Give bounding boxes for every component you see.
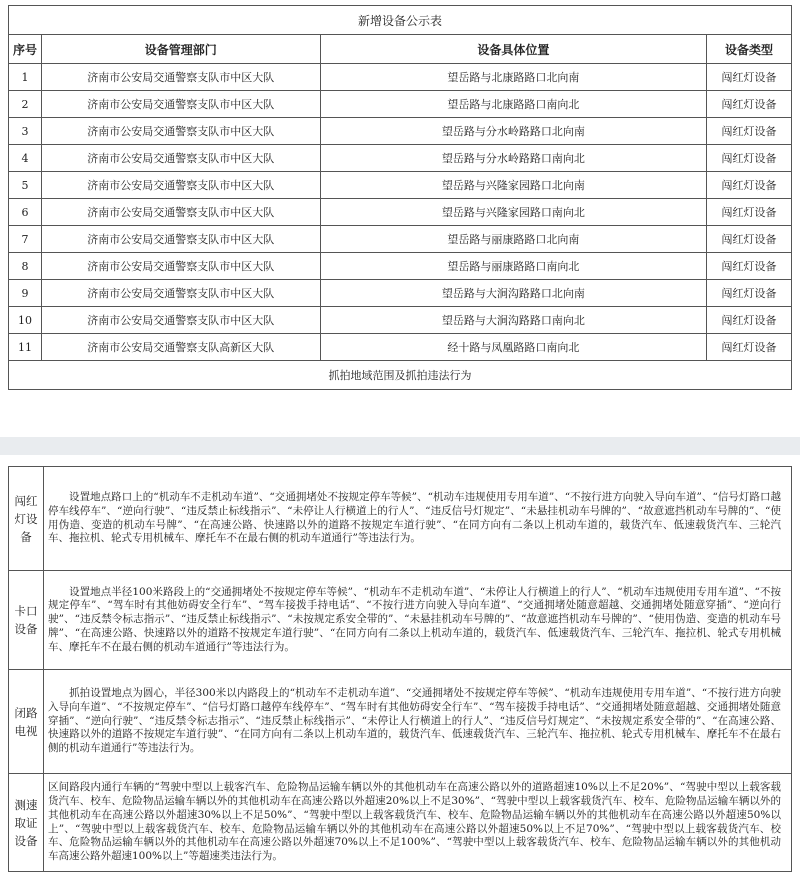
cell-location: 望岳路与大涧沟路路口南向北 xyxy=(320,307,706,334)
list-item xyxy=(9,670,792,774)
cell-dept: 济南市公安局交通警察支队市中区大队 xyxy=(41,280,320,307)
cell-location: 望岳路与大涧沟路路口北向南 xyxy=(320,280,706,307)
cell-type: 闯红灯设备 xyxy=(707,253,792,280)
table-footer: 抓拍地域范围及抓拍违法行为 xyxy=(9,361,792,390)
cell-type: 闯红灯设备 xyxy=(707,64,792,91)
cell-location: 望岳路与兴隆家园路口南向北 xyxy=(320,199,706,226)
table-row xyxy=(9,226,792,253)
table-row xyxy=(9,334,792,361)
cell-type: 闯红灯设备 xyxy=(707,226,792,253)
cell-type: 闯红灯设备 xyxy=(707,334,792,361)
cell-no: 4 xyxy=(9,145,42,172)
violation-table xyxy=(8,466,792,872)
section-separator xyxy=(0,437,800,455)
violation-description: 抓拍设置地点为圆心，半径300米以内路段上的“机动车不走机动车道”、“交通拥堵处不按规定停车等候”、“机动车违规使用专用车道”、“不按行进方向驶入导向车道”、“不按规定停车”、“信号灯路口越停车线停车”、“驾车时有其他妨碍安全行车”、“驾车接拨手持电话”、“交通拥堵处随意超越、交通拥堵处随意穿插”、“逆向行驶”、“违反禁令标志指示”、“违反禁止标线指示”、“未停让人行横道上的行人”、“违反信号灯规定”、“未按规定系安全带的”、“在高速公路、快速路以外的道路不按规定车道行驶”、“在同方向有二条以上机动车道的，载货汽车、低速载货汽车、三轮汽车、拖拉机、轮式专用机械车、摩托车不在最右侧的机动车道通行”等违法行为。 xyxy=(44,670,792,774)
cell-location: 望岳路与北康路路口南向北 xyxy=(320,91,706,118)
device-type-label xyxy=(9,670,44,774)
device-type-label xyxy=(9,467,44,571)
table-row xyxy=(9,199,792,226)
cell-type: 闯红灯设备 xyxy=(707,118,792,145)
device-type-text: 闭路电视 xyxy=(14,705,38,738)
cell-no: 10 xyxy=(9,307,42,334)
cell-no: 8 xyxy=(9,253,42,280)
cell-dept: 济南市公安局交通警察支队市中区大队 xyxy=(41,226,320,253)
cell-dept: 济南市公安局交通警察支队市中区大队 xyxy=(41,199,320,226)
table-row xyxy=(9,253,792,280)
header-no: 序号 xyxy=(9,35,42,64)
device-type-text: 闯红灯设备 xyxy=(14,493,38,544)
device-type-text: 卡口设备 xyxy=(14,604,38,636)
cell-dept: 济南市公安局交通警察支队市中区大队 xyxy=(41,253,320,280)
table-row xyxy=(9,145,792,172)
cell-type: 闯红灯设备 xyxy=(707,172,792,199)
cell-location: 望岳路与丽康路路口北向南 xyxy=(320,226,706,253)
cell-location: 经十路与凤凰路路口南向北 xyxy=(320,334,706,361)
table-row xyxy=(9,118,792,145)
header-type: 设备类型 xyxy=(707,35,792,64)
table-title: 新增设备公示表 xyxy=(9,6,792,35)
device-table xyxy=(8,5,792,390)
list-item xyxy=(9,774,792,872)
table-row xyxy=(9,307,792,334)
cell-location: 望岳路与北康路路口北向南 xyxy=(320,64,706,91)
device-type-text: 测速取证设备 xyxy=(14,797,38,848)
list-item xyxy=(9,467,792,571)
violation-description: 区间路段内通行车辆的“驾驶中型以上载客汽车、危险物品运输车辆以外的其他机动车在高速公路以外的道路超速10%以上不足20%”、“驾驶中型以上载客载货汽车、校车、危险物品运输车辆以外的其他机动车在高速公路以外超速20%以上不足30%”、“驾驶中型以上载客载货汽车、校车、危险物品运输车辆以外的其他机动车在高速公路以外超速30%以上不足50%”、“驾驶中型以上载客载货汽车、校车、危险物品运输车辆以外的其他机动车在高速公路以外超速50%以上”、“驾驶中型以上载客载货汽车、校车、危险物品运输车辆以外的其他机动车在高速公路以外超速50%以上不足70%”、“驾驶中型以上载客载货汽车、校车、危险物品运输车辆以外的其他机动车在高速公路以外超速70%以上不足100%”、“驾驶中型以上载客载货汽车、校车、危险物品运输车辆以外的其他机动车高速公路外超速100%以上”等超速类违法行为。 xyxy=(44,774,792,872)
cell-dept: 济南市公安局交通警察支队市中区大队 xyxy=(41,64,320,91)
table-row xyxy=(9,64,792,91)
header-dept: 设备管理部门 xyxy=(41,35,320,64)
cell-location: 望岳路与兴隆家园路口北向南 xyxy=(320,172,706,199)
cell-location: 望岳路与分水岭路路口南向北 xyxy=(320,145,706,172)
cell-dept: 济南市公安局交通警察支队市中区大队 xyxy=(41,172,320,199)
cell-no: 7 xyxy=(9,226,42,253)
device-type-label xyxy=(9,774,44,872)
cell-type: 闯红灯设备 xyxy=(707,145,792,172)
cell-type: 闯红灯设备 xyxy=(707,91,792,118)
cell-dept: 济南市公安局交通警察支队高新区大队 xyxy=(41,334,320,361)
cell-location: 望岳路与分水岭路路口北向南 xyxy=(320,118,706,145)
violation-description: 设置地点半径100米路段上的“交通拥堵处不按规定停车等候”、“机动车不走机动车道”、“未停让人行横道上的行人”、“机动车违规使用专用车道”、“不按规定停车”、“驾车时有其他妨碍安全行车”、“驾车接拨手持电话”、“不按行进方向驶入导向车道”、“交通拥堵处随意超越、交通拥堵处随意穿插”、“逆向行驶”、“违反禁令标志指示”、“违反禁止标线指示”、“未按规定系安全带的”、“未悬挂机动车号牌的”、“故意遮挡机动车号牌的”、“使用伪造、变造的机动车号牌”、“在高速公路、快速路以外的道路不按规定车道行驶”、“在同方向有二条以上机动车道的，载货汽车、低速载货汽车、三轮汽车、拖拉机、轮式专用机械车、摩托车不在最右侧的机动车道通行”等违法行为。 xyxy=(44,571,792,670)
cell-no: 3 xyxy=(9,118,42,145)
device-type-label xyxy=(9,571,44,670)
table-row xyxy=(9,91,792,118)
violation-description: 设置地点路口上的“机动车不走机动车道”、“交通拥堵处不按规定停车等候”、“机动车违规使用专用车道”、“不按行进方向驶入导向车道”、“信号灯路口越停车线停车”、“逆向行驶”、“违反禁止标线指示”、“未停让人行横道上的行人”、“违反信号灯规定”、“未悬挂机动车号牌的”、“故意遮挡机动车号牌的”、“使用伪造、变造的机动车号牌”、“在高速公路、快速路以外的道路不按规定车道行驶”、“在同方向有二条以上机动车道的，载货汽车、低速载货汽车、三轮汽车、拖拉机、轮式专用机械车、摩托车不在最右侧的机动车道通行”等违法行为。 xyxy=(44,467,792,571)
cell-no: 11 xyxy=(9,334,42,361)
cell-no: 9 xyxy=(9,280,42,307)
cell-dept: 济南市公安局交通警察支队市中区大队 xyxy=(41,118,320,145)
list-item xyxy=(9,571,792,670)
cell-no: 2 xyxy=(9,91,42,118)
table-row xyxy=(9,172,792,199)
cell-no: 5 xyxy=(9,172,42,199)
cell-type: 闯红灯设备 xyxy=(707,199,792,226)
header-location: 设备具体位置 xyxy=(320,35,706,64)
cell-dept: 济南市公安局交通警察支队市中区大队 xyxy=(41,145,320,172)
cell-dept: 济南市公安局交通警察支队市中区大队 xyxy=(41,307,320,334)
cell-location: 望岳路与丽康路路口南向北 xyxy=(320,253,706,280)
table-row xyxy=(9,280,792,307)
cell-dept: 济南市公安局交通警察支队市中区大队 xyxy=(41,91,320,118)
cell-type: 闯红灯设备 xyxy=(707,280,792,307)
cell-no: 6 xyxy=(9,199,42,226)
cell-type: 闯红灯设备 xyxy=(707,307,792,334)
cell-no: 1 xyxy=(9,64,42,91)
